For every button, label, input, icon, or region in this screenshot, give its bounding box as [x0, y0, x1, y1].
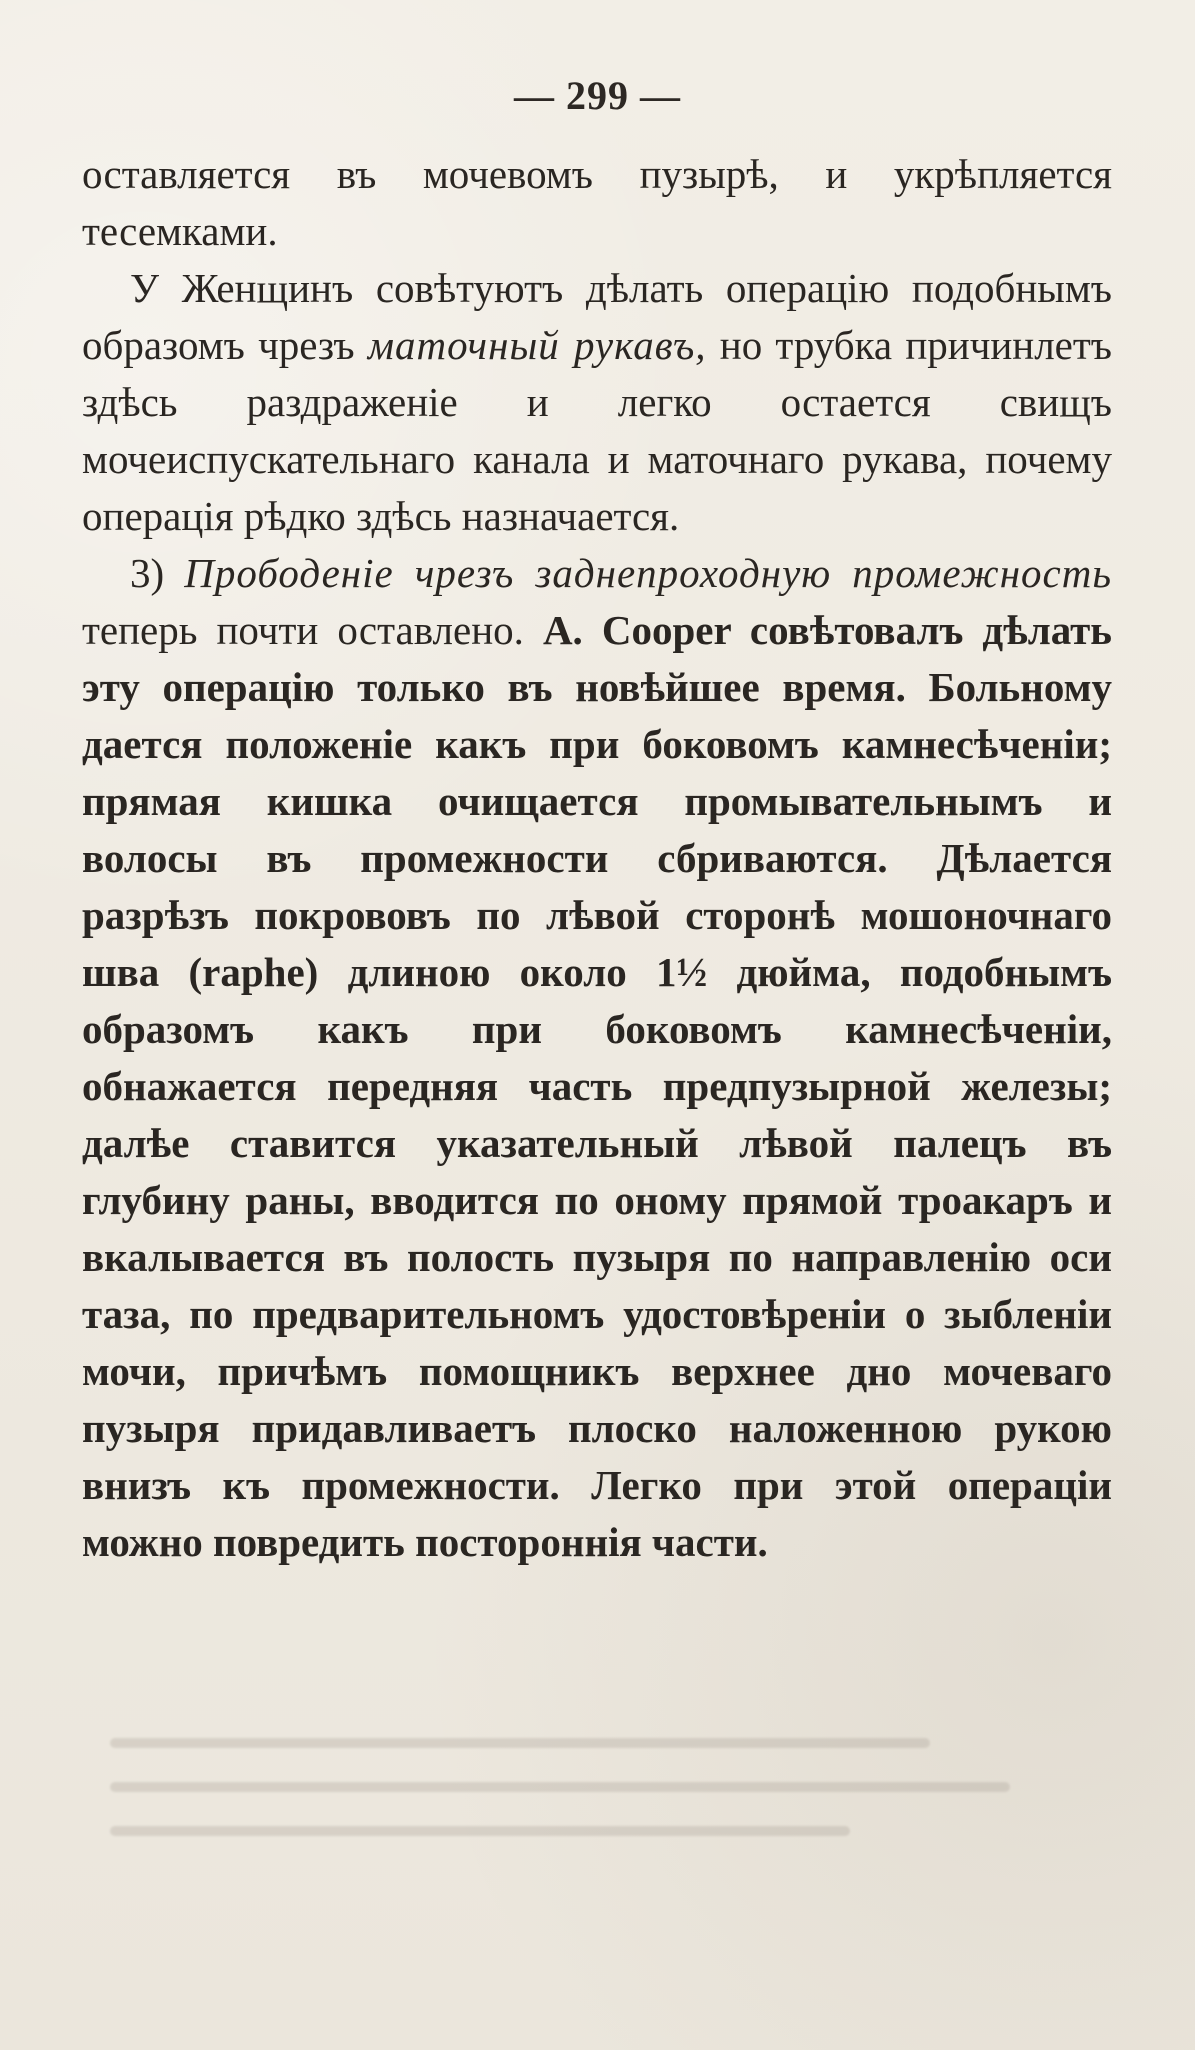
- paragraph-3-number: 3): [130, 550, 165, 596]
- paragraph-1: оставляется въ мочевомъ пузырѣ, и укрѣпляется тесемками.: [82, 151, 1112, 254]
- paragraph-2-italic: маточный рукавъ,: [367, 322, 707, 368]
- paragraph-2: [82, 260, 1112, 545]
- page-number: — 299 —: [514, 73, 681, 118]
- main-text: [82, 146, 1112, 1571]
- paragraph-2-text-start: У Женщинъ совѣтуютъ дѣлать операцію подобнымъ образомъ чрезъ: [82, 265, 1112, 368]
- show-through-line: [110, 1782, 1010, 1792]
- paragraph-3-italic: Прободеніе чрезъ заднепроходную промежность: [184, 550, 1112, 596]
- paragraph-2-text-end: но трубка причинлетъ здѣсь раздраженіе и легко остается свищъ мочеиспускательнаго канала и маточнаго рукава, почему операція рѣдко здѣсь назначается.: [82, 322, 1112, 539]
- show-through-line: [110, 1738, 930, 1748]
- show-through-background-text: [80, 1720, 1100, 1890]
- paragraph-3-text-main: А. Cooper совѣтовалъ дѣлать эту операцію только въ новѣйшее время. Больному дается положеніе какъ при боковомъ камнесѣченіи; прямая кишка очищается промывательнымъ и волосы въ промежности сбриваются. Дѣлается разрѣзъ покрововъ по лѣвой сторонѣ мошоночнаго шва (raphe) длиною около 1½ дюйма, подобнымъ образомъ какъ при боковомъ камнесѣченіи, обнажается передняя часть предпузырной железы; далѣе ставится указательный лѣвой палецъ въ глубину раны, вводится по оному прямой троакаръ и вкалывается въ полость пузыря по направленію оси таза, по предварительномъ удостовѣреніи о зыбленіи мочи, причѣмъ помощникъ верхнее дно мочеваго пузыря придавливаетъ плоско наложенною рукою внизъ къ промежности. Легко при этой операціи можно повредить постороннія части.: [82, 607, 1112, 1565]
- show-through-line: [110, 1826, 850, 1836]
- paragraph-3-text-start: теперь почти оставлено.: [82, 607, 524, 653]
- paragraph-3: [82, 545, 1112, 1571]
